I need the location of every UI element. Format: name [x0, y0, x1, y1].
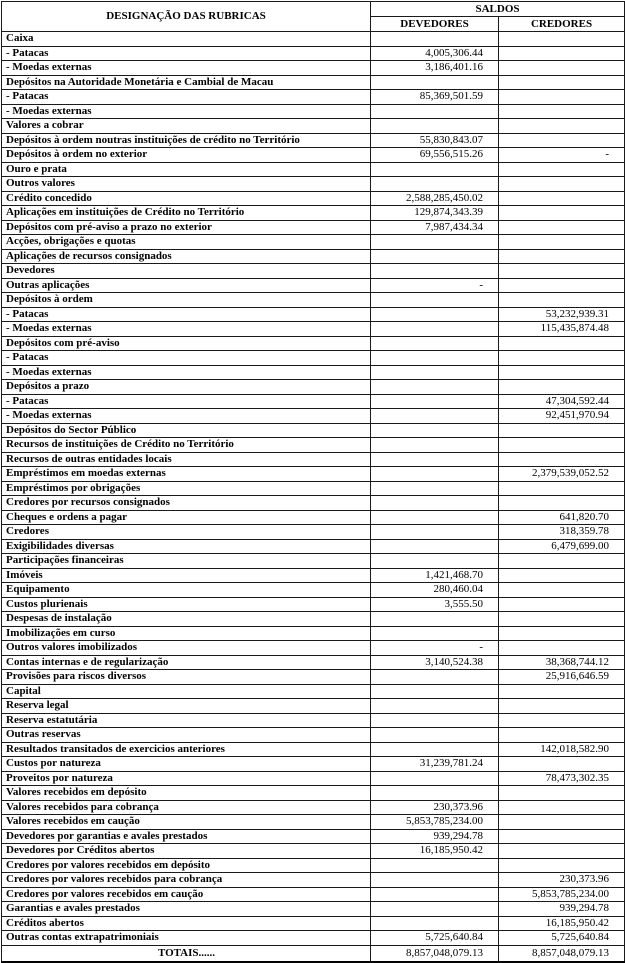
row-credores-value	[499, 757, 625, 772]
row-devedores-value	[371, 728, 499, 743]
row-label: Capital	[2, 684, 371, 699]
row-label: Depósitos a prazo	[2, 380, 371, 395]
table-row	[2, 322, 625, 337]
row-label: - Patacas	[2, 90, 371, 105]
row-label: - Moedas externas	[2, 104, 371, 119]
table-row	[2, 206, 625, 221]
table-row	[2, 858, 625, 873]
row-devedores-value	[371, 612, 499, 627]
row-label: Devedores por garantias e avales prestados	[2, 829, 371, 844]
table-row	[2, 510, 625, 525]
row-devedores-value: 7,987,434.34	[371, 220, 499, 235]
row-credores-value	[499, 75, 625, 90]
table-row	[2, 452, 625, 467]
table-row	[2, 684, 625, 699]
row-devedores-value	[371, 380, 499, 395]
row-label: - Moedas externas	[2, 322, 371, 337]
row-label: Custos por natureza	[2, 757, 371, 772]
row-credores-value: 318,359.78	[499, 525, 625, 540]
table-row	[2, 148, 625, 163]
table-row	[2, 177, 625, 192]
row-label: Devedores	[2, 264, 371, 279]
row-devedores-value	[371, 452, 499, 467]
row-credores-value: 2,379,539,052.52	[499, 467, 625, 482]
row-devedores-value	[371, 322, 499, 337]
row-devedores-value: 939,294.78	[371, 829, 499, 844]
row-label: Outras aplicações	[2, 278, 371, 293]
row-credores-value	[499, 46, 625, 61]
row-devedores-value	[371, 481, 499, 496]
row-credores-value	[499, 684, 625, 699]
row-credores-value	[499, 61, 625, 76]
table-row	[2, 249, 625, 264]
row-credores-value	[499, 264, 625, 279]
row-credores-value	[499, 336, 625, 351]
row-devedores-value	[371, 858, 499, 873]
row-credores-value	[499, 365, 625, 380]
row-label: Credores por valores recebidos em depósito	[2, 858, 371, 873]
row-label: Provisões para riscos diversos	[2, 670, 371, 685]
row-label: Credores	[2, 525, 371, 540]
table-row	[2, 481, 625, 496]
row-credores-value: 38,368,744.12	[499, 655, 625, 670]
table-row	[2, 597, 625, 612]
table-row	[2, 525, 625, 540]
row-devedores-value: 69,556,515.26	[371, 148, 499, 163]
row-devedores-value	[371, 902, 499, 917]
devedores-column-header: DEVEDORES	[371, 17, 499, 32]
table-row	[2, 728, 625, 743]
row-credores-value	[499, 438, 625, 453]
row-credores-value	[499, 786, 625, 801]
row-devedores-value	[371, 235, 499, 250]
row-label: Empréstimos por obrigações	[2, 481, 371, 496]
row-devedores-value	[371, 699, 499, 714]
row-devedores-value: 4,005,306.44	[371, 46, 499, 61]
row-credores-value	[499, 220, 625, 235]
row-credores-value: 5,853,785,234.00	[499, 887, 625, 902]
row-credores-value	[499, 206, 625, 221]
table-row	[2, 191, 625, 206]
row-label: Depósitos à ordem noutras instituições de crédito no Território	[2, 133, 371, 148]
row-devedores-value	[371, 510, 499, 525]
table-row	[2, 829, 625, 844]
row-label: Recursos de instituições de Crédito no Território	[2, 438, 371, 453]
totals-row	[2, 945, 625, 962]
row-credores-value	[499, 641, 625, 656]
table-row	[2, 133, 625, 148]
row-devedores-value: 3,186,401.16	[371, 61, 499, 76]
row-credores-value	[499, 235, 625, 250]
row-devedores-value: 85,369,501.59	[371, 90, 499, 105]
table-row	[2, 394, 625, 409]
row-devedores-value	[371, 293, 499, 308]
row-label: Empréstimos em moedas externas	[2, 467, 371, 482]
row-credores-value	[499, 119, 625, 134]
row-devedores-value: 1,421,468.70	[371, 568, 499, 583]
table-row	[2, 670, 625, 685]
row-credores-value	[499, 713, 625, 728]
row-label: Depósitos à ordem no exterior	[2, 148, 371, 163]
row-label: - Patacas	[2, 46, 371, 61]
row-label: Recursos de outras entidades locais	[2, 452, 371, 467]
table-row	[2, 916, 625, 931]
totals-devedores-value: 8,857,048,079.13	[371, 945, 499, 962]
row-devedores-value: 129,874,343.39	[371, 206, 499, 221]
row-label: Depósitos com pré-aviso a prazo no exterior	[2, 220, 371, 235]
table-row	[2, 336, 625, 351]
row-devedores-value: 280,460.04	[371, 583, 499, 598]
row-credores-value	[499, 583, 625, 598]
row-label: Credores por recursos consignados	[2, 496, 371, 511]
row-label: Credores por valores recebidos em caução	[2, 887, 371, 902]
table-row	[2, 496, 625, 511]
row-label: Participações financeiras	[2, 554, 371, 569]
balance-table	[1, 1, 625, 963]
row-devedores-value	[371, 873, 499, 888]
row-label: Valores recebidos para cobrança	[2, 800, 371, 815]
row-devedores-value	[371, 249, 499, 264]
row-devedores-value	[371, 670, 499, 685]
row-devedores-value	[371, 525, 499, 540]
table-row	[2, 32, 625, 47]
row-label: - Moedas externas	[2, 365, 371, 380]
row-credores-value: 939,294.78	[499, 902, 625, 917]
table-row	[2, 467, 625, 482]
row-credores-value	[499, 626, 625, 641]
table-row	[2, 75, 625, 90]
row-credores-value	[499, 133, 625, 148]
row-credores-value	[499, 568, 625, 583]
table-row	[2, 583, 625, 598]
table-row	[2, 119, 625, 134]
row-label: Proveitos por natureza	[2, 771, 371, 786]
table-row	[2, 626, 625, 641]
row-credores-value	[499, 380, 625, 395]
row-label: Reserva estatutária	[2, 713, 371, 728]
row-devedores-value	[371, 713, 499, 728]
row-credores-value: -	[499, 148, 625, 163]
table-row	[2, 902, 625, 917]
row-credores-value	[499, 452, 625, 467]
row-label: Depósitos à ordem	[2, 293, 371, 308]
row-credores-value	[499, 612, 625, 627]
row-label: Devedores por Créditos abertos	[2, 844, 371, 859]
row-devedores-value	[371, 394, 499, 409]
row-devedores-value	[371, 336, 499, 351]
row-label: Imóveis	[2, 568, 371, 583]
row-devedores-value	[371, 177, 499, 192]
row-credores-value	[499, 728, 625, 743]
row-devedores-value	[371, 887, 499, 902]
row-label: Créditos abertos	[2, 916, 371, 931]
row-credores-value	[499, 597, 625, 612]
row-label: Despesas de instalação	[2, 612, 371, 627]
row-credores-value	[499, 177, 625, 192]
row-label: Ouro e prata	[2, 162, 371, 177]
table-row	[2, 264, 625, 279]
row-label: - Moedas externas	[2, 61, 371, 76]
row-label: Custos plurienais	[2, 597, 371, 612]
table-row	[2, 539, 625, 554]
saldos-header: SALDOS	[371, 2, 625, 17]
row-devedores-value	[371, 104, 499, 119]
row-devedores-value: 5,725,640.84	[371, 931, 499, 946]
row-credores-value	[499, 278, 625, 293]
row-label: Resultados transitados de exercicios anteriores	[2, 742, 371, 757]
row-credores-value	[499, 481, 625, 496]
row-label: Depósitos com pré-aviso	[2, 336, 371, 351]
row-devedores-value: 230,373.96	[371, 800, 499, 815]
row-credores-value: 230,373.96	[499, 873, 625, 888]
table-row	[2, 931, 625, 946]
table-row	[2, 655, 625, 670]
table-row	[2, 104, 625, 119]
row-label: Equipamento	[2, 583, 371, 598]
row-label: Valores recebidos em depósito	[2, 786, 371, 801]
row-credores-value	[499, 858, 625, 873]
row-devedores-value	[371, 554, 499, 569]
row-credores-value: 641,820.70	[499, 510, 625, 525]
table-body	[2, 32, 625, 946]
row-credores-value: 142,018,582.90	[499, 742, 625, 757]
row-devedores-value	[371, 467, 499, 482]
designacao-header: DESIGNAÇÃO DAS RUBRICAS	[2, 2, 371, 32]
row-devedores-value	[371, 684, 499, 699]
table-row	[2, 771, 625, 786]
row-label: Caixa	[2, 32, 371, 47]
row-devedores-value: 3,140,524.38	[371, 655, 499, 670]
table-row	[2, 46, 625, 61]
totals-credores-value: 8,857,048,079.13	[499, 945, 625, 962]
row-label: Cheques e ordens a pagar	[2, 510, 371, 525]
row-devedores-value	[371, 423, 499, 438]
row-credores-value	[499, 844, 625, 859]
row-label: Depósitos na Autoridade Monetária e Cambial de Macau	[2, 75, 371, 90]
row-label: Reserva legal	[2, 699, 371, 714]
row-credores-value	[499, 815, 625, 830]
row-label: Aplicações em instituições de Crédito no Território	[2, 206, 371, 221]
row-label: Contas internas e de regularização	[2, 655, 371, 670]
table-row	[2, 757, 625, 772]
row-devedores-value	[371, 351, 499, 366]
table-row	[2, 641, 625, 656]
row-credores-value	[499, 351, 625, 366]
table-row	[2, 293, 625, 308]
table-row	[2, 742, 625, 757]
row-devedores-value: 31,239,781.24	[371, 757, 499, 772]
row-devedores-value	[371, 264, 499, 279]
table-row	[2, 873, 625, 888]
row-label: Crédito concedido	[2, 191, 371, 206]
row-label: Aplicações de recursos consignados	[2, 249, 371, 264]
row-devedores-value	[371, 786, 499, 801]
row-credores-value: 6,479,699.00	[499, 539, 625, 554]
row-devedores-value: -	[371, 278, 499, 293]
table-row	[2, 162, 625, 177]
table-row	[2, 786, 625, 801]
table-row	[2, 235, 625, 250]
table-row	[2, 351, 625, 366]
row-devedores-value: 3,555.50	[371, 597, 499, 612]
row-devedores-value	[371, 539, 499, 554]
row-devedores-value	[371, 916, 499, 931]
row-credores-value: 47,304,592.44	[499, 394, 625, 409]
row-label: Outros valores	[2, 177, 371, 192]
row-devedores-value: 16,185,950.42	[371, 844, 499, 859]
row-label: - Patacas	[2, 307, 371, 322]
row-label: Depósitos do Sector Público	[2, 423, 371, 438]
row-credores-value	[499, 800, 625, 815]
table-footer	[2, 945, 625, 962]
row-label: Exigibilidades diversas	[2, 539, 371, 554]
row-devedores-value	[371, 409, 499, 424]
row-credores-value: 115,435,874.48	[499, 322, 625, 337]
table-row	[2, 612, 625, 627]
row-credores-value	[499, 191, 625, 206]
row-label: Acções, obrigações e quotas	[2, 235, 371, 250]
row-label: Outras reservas	[2, 728, 371, 743]
row-credores-value	[499, 249, 625, 264]
row-credores-value: 53,232,939.31	[499, 307, 625, 322]
row-label: Valores recebidos em caução	[2, 815, 371, 830]
row-credores-value: 16,185,950.42	[499, 916, 625, 931]
row-devedores-value: 5,853,785,234.00	[371, 815, 499, 830]
table-row	[2, 61, 625, 76]
row-credores-value: 25,916,646.59	[499, 670, 625, 685]
row-credores-value: 92,451,970.94	[499, 409, 625, 424]
row-devedores-value	[371, 626, 499, 641]
table-row	[2, 220, 625, 235]
row-label: Outros valores imobilizados	[2, 641, 371, 656]
row-credores-value	[499, 829, 625, 844]
table-row	[2, 554, 625, 569]
table-row	[2, 409, 625, 424]
table-row	[2, 380, 625, 395]
row-credores-value	[499, 32, 625, 47]
totals-label: TOTAIS......	[2, 945, 371, 962]
table-row	[2, 423, 625, 438]
table-row	[2, 278, 625, 293]
row-devedores-value	[371, 771, 499, 786]
table-row	[2, 713, 625, 728]
row-label: Outras contas extrapatrimoniais	[2, 931, 371, 946]
row-devedores-value: 55,830,843.07	[371, 133, 499, 148]
credores-column-header: CREDORES	[499, 17, 625, 32]
row-devedores-value	[371, 162, 499, 177]
row-label: Imobilizações em curso	[2, 626, 371, 641]
row-label: - Patacas	[2, 394, 371, 409]
table-row	[2, 800, 625, 815]
table-row	[2, 844, 625, 859]
row-label: - Moedas externas	[2, 409, 371, 424]
row-devedores-value: 2,588,285,450.02	[371, 191, 499, 206]
table-row	[2, 815, 625, 830]
row-devedores-value	[371, 496, 499, 511]
row-devedores-value	[371, 32, 499, 47]
row-credores-value	[499, 104, 625, 119]
row-credores-value	[499, 162, 625, 177]
table-row	[2, 699, 625, 714]
table-row	[2, 438, 625, 453]
row-label: Valores a cobrar	[2, 119, 371, 134]
row-credores-value: 78,473,302.35	[499, 771, 625, 786]
table-row	[2, 887, 625, 902]
table-row	[2, 90, 625, 105]
row-credores-value	[499, 554, 625, 569]
row-devedores-value	[371, 307, 499, 322]
table-row	[2, 307, 625, 322]
row-credores-value	[499, 90, 625, 105]
row-credores-value: 5,725,640.84	[499, 931, 625, 946]
row-devedores-value: -	[371, 641, 499, 656]
table-row	[2, 568, 625, 583]
row-credores-value	[499, 423, 625, 438]
row-label: - Patacas	[2, 351, 371, 366]
table-header	[2, 2, 625, 32]
row-devedores-value	[371, 75, 499, 90]
table-row	[2, 365, 625, 380]
row-devedores-value	[371, 365, 499, 380]
row-credores-value	[499, 293, 625, 308]
row-devedores-value	[371, 742, 499, 757]
row-credores-value	[499, 496, 625, 511]
row-devedores-value	[371, 119, 499, 134]
row-label: Garantias e avales prestados	[2, 902, 371, 917]
row-devedores-value	[371, 438, 499, 453]
row-credores-value	[499, 699, 625, 714]
row-label: Credores por valores recebidos para cobrança	[2, 873, 371, 888]
